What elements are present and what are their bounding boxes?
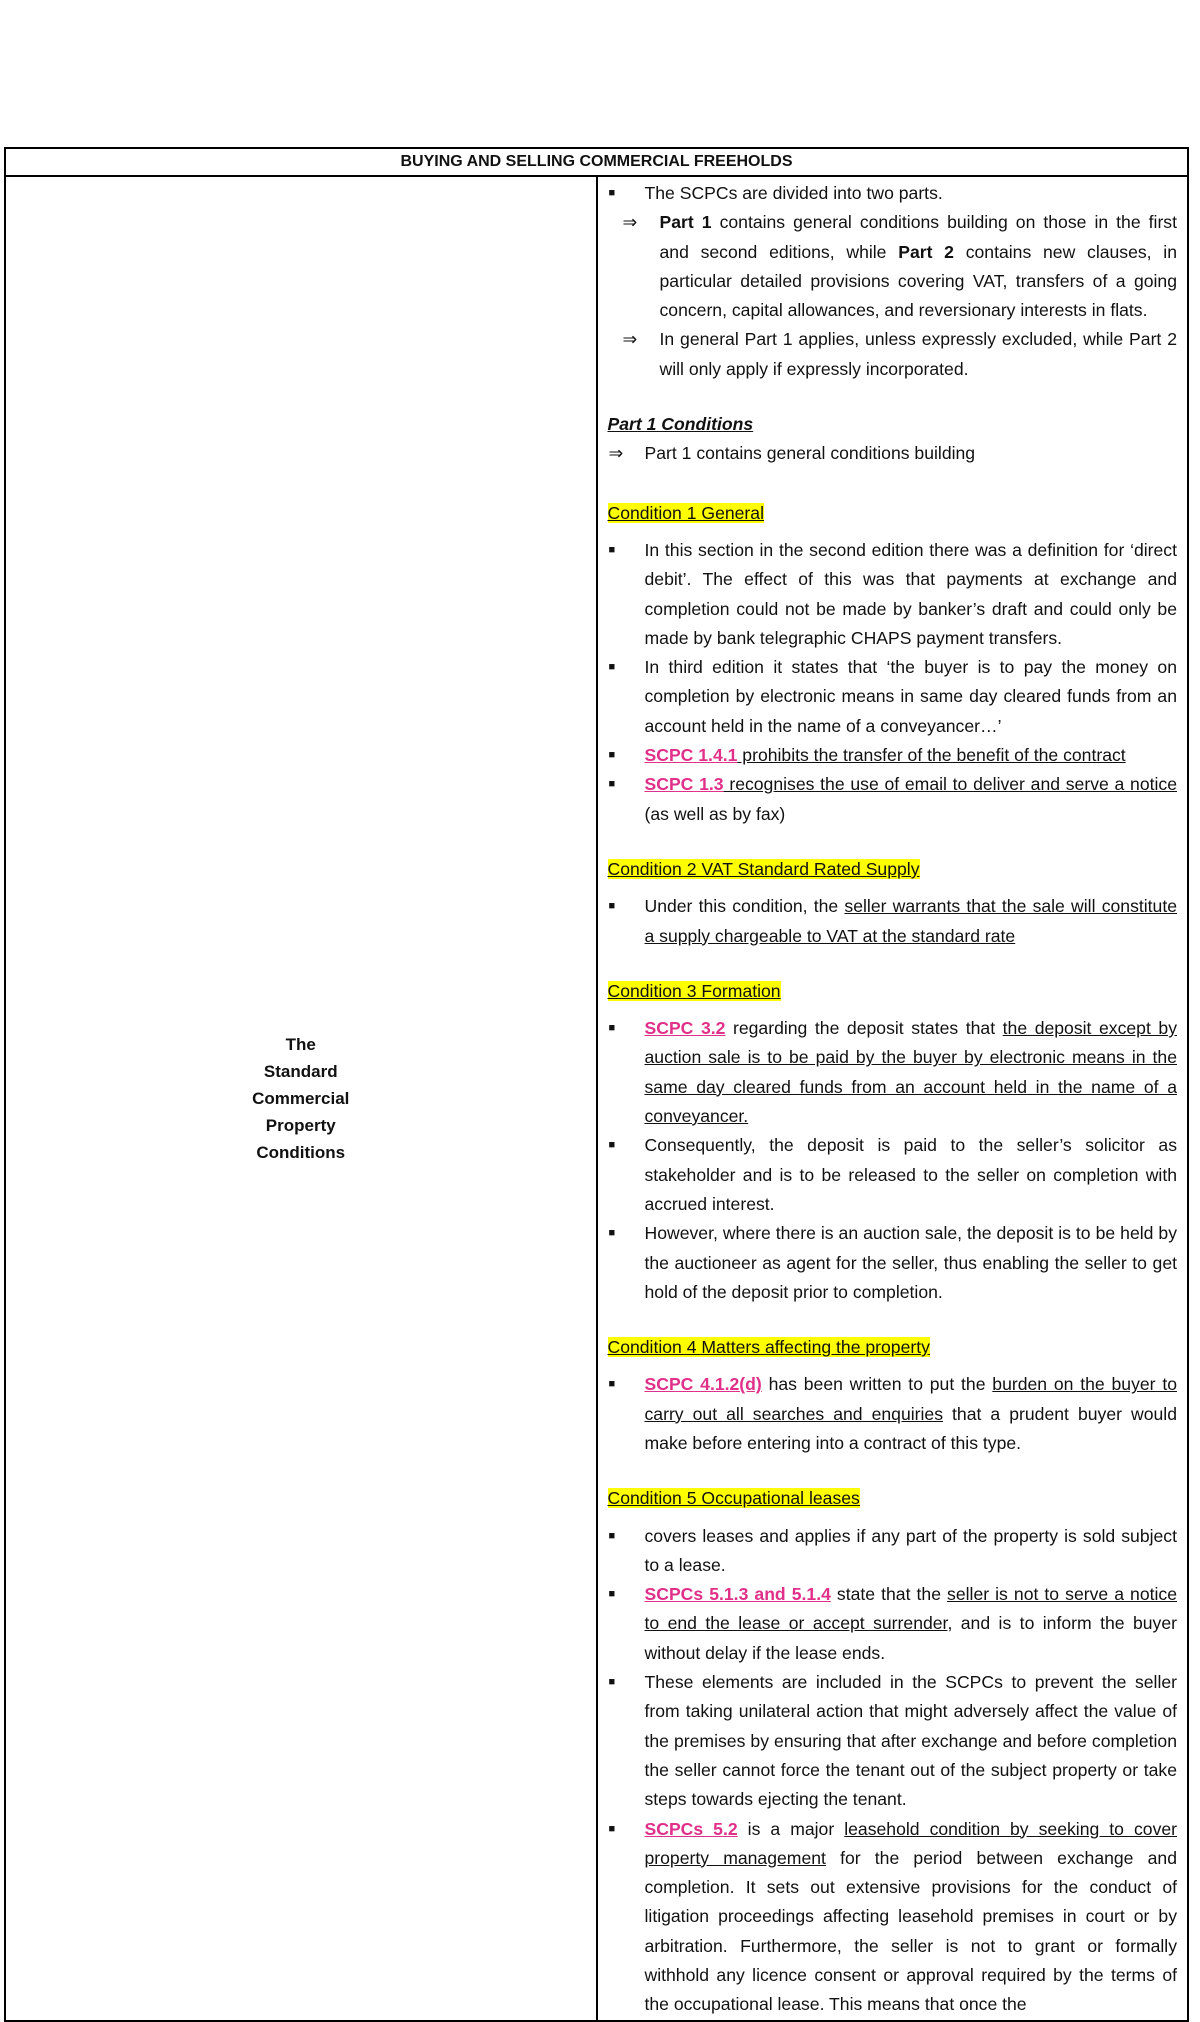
side-heading-line: The [285, 1034, 316, 1054]
side-heading [5, 176, 597, 2021]
list-item: ⇒ Part 1 contains general conditions building [608, 443, 976, 464]
list-item: ■ These elements are included in the SCPCs to prevent the seller from taking unilateral action that might adversely affect the value of the premises by ensuring that after exchange and before completion the seller cannot force the tenant out of the subject property or take steps towards ejecting the tenant. [608, 1672, 1177, 1810]
scpc-reference: SCPCs 5.2 [644, 1818, 738, 1839]
side-heading-line: Property [265, 1115, 336, 1135]
list-item: ■ Consequently, the deposit is paid to the seller’s solicitor as stakeholder and is to be released to the seller on completion with accrued interest. [608, 1135, 1177, 1214]
condition-2-heading: Condition 2 VAT Standard Rated Supply [607, 858, 920, 879]
table-title: BUYING AND SELLING COMMERCIAL FREEHOLDS [5, 148, 1188, 176]
document-table [4, 147, 1189, 2022]
intro-arrow-list [608, 208, 1178, 384]
list-item: ■ SCPC 1.4.1 prohibits the transfer of the benefit of the contract [608, 745, 1126, 766]
part1-heading: Part 1 Conditions [607, 414, 754, 435]
condition-2-list [608, 892, 1178, 951]
scpc-reference: SCPC 3.2 [644, 1018, 726, 1039]
list-item: ⇒ In general Part 1 applies, unless expressly excluded, while Part 2 will only apply if expressly incorporated. [622, 329, 1177, 379]
list-item: ■ The SCPCs are divided into two parts. [608, 183, 943, 203]
list-item: ■ Under this condition, the seller warrants that the sale will constitute a supply chargeable to VAT at the standard rate [608, 896, 1178, 946]
list-item: ■ SCPC 1.3 recognises the use of email to deliver and serve a notice (as well as by fax) [608, 774, 1177, 824]
list-item: ■ SCPC 3.2 regarding the deposit states that the deposit except by auction sale is to be paid by the buyer by electronic means in the same day cleared funds from an account held in the name of a conveyancer. [608, 1018, 1177, 1127]
scpc-reference: SCPCs 5.1.3 and 5.1.4 [644, 1584, 831, 1605]
condition-5-list [608, 1522, 1178, 2020]
scpc-reference: SCPC 4.1.2(d) [644, 1374, 762, 1395]
side-heading-line: Standard [263, 1061, 338, 1081]
condition-4-list [608, 1370, 1178, 1458]
content-cell [597, 176, 1189, 2021]
condition-4-heading: Condition 4 Matters affecting the property [607, 1337, 930, 1358]
condition-5-heading: Condition 5 Occupational leases [607, 1488, 860, 1509]
side-heading-line: Conditions [256, 1142, 346, 1162]
condition-1-heading: Condition 1 General [607, 502, 764, 523]
list-item: ■ SCPCs 5.1.3 and 5.1.4 state that the seller is not to serve a notice to end the lease or accept surrender, and is to inform the buyer without delay if the lease ends. [608, 1584, 1178, 1663]
scpc-reference: SCPC 1.4.1 [644, 745, 738, 766]
list-item: ■ In this section in the second edition there was a definition for ‘direct debit’. The effect of this was that payments at exchange and completion could not be made by banker’s draft and could only be made by bank telegraphic CHAPS payment transfers. [608, 539, 1177, 648]
scpc-reference: SCPC 1.3 [644, 774, 724, 795]
list-item: ■ covers leases and applies if any part of the property is sold subject to a lease. [608, 1525, 1177, 1575]
condition-3-heading: Condition 3 Formation [607, 980, 781, 1001]
side-heading-line: Commercial [252, 1088, 350, 1108]
list-item: ■ However, where there is an auction sale, the deposit is to be held by the auctioneer as agent for the seller, thus enabling the seller to get hold of the deposit prior to completion. [608, 1223, 1177, 1302]
list-item: ■ In third edition it states that ‘the buyer is to pay the money on completion by electronic means in same day cleared funds from an account held in the name of a conveyancer…’ [608, 657, 1177, 736]
condition-1-list [608, 536, 1178, 829]
list-item: ■ SCPC 4.1.2(d) has been written to put the burden on the buyer to carry out all searches and enquiries that a prudent buyer would make before entering into a contract of this type. [608, 1374, 1177, 1453]
list-item: ■ SCPCs 5.2 is a major leasehold condition by seeking to cover property management for the period between exchange and completion. It sets out extensive provisions for the conduct of litigation proceedings affecting leasehold premises in court or by arbitration. Furthermore, the seller is not to grant or formally withhold any licence consent or approval required by the terms of the occupational lease. This means that once the [608, 1818, 1178, 2015]
intro-list [608, 179, 1178, 208]
list-item: ⇒ Part 1 contains general conditions building on those in the first and second editions, while Part 2 contains new clauses, in particular detailed provisions covering VAT, transfers of a going concern, capital allowances, and reversionary interests in flats. [622, 212, 1177, 321]
condition-3-list [608, 1014, 1178, 1307]
